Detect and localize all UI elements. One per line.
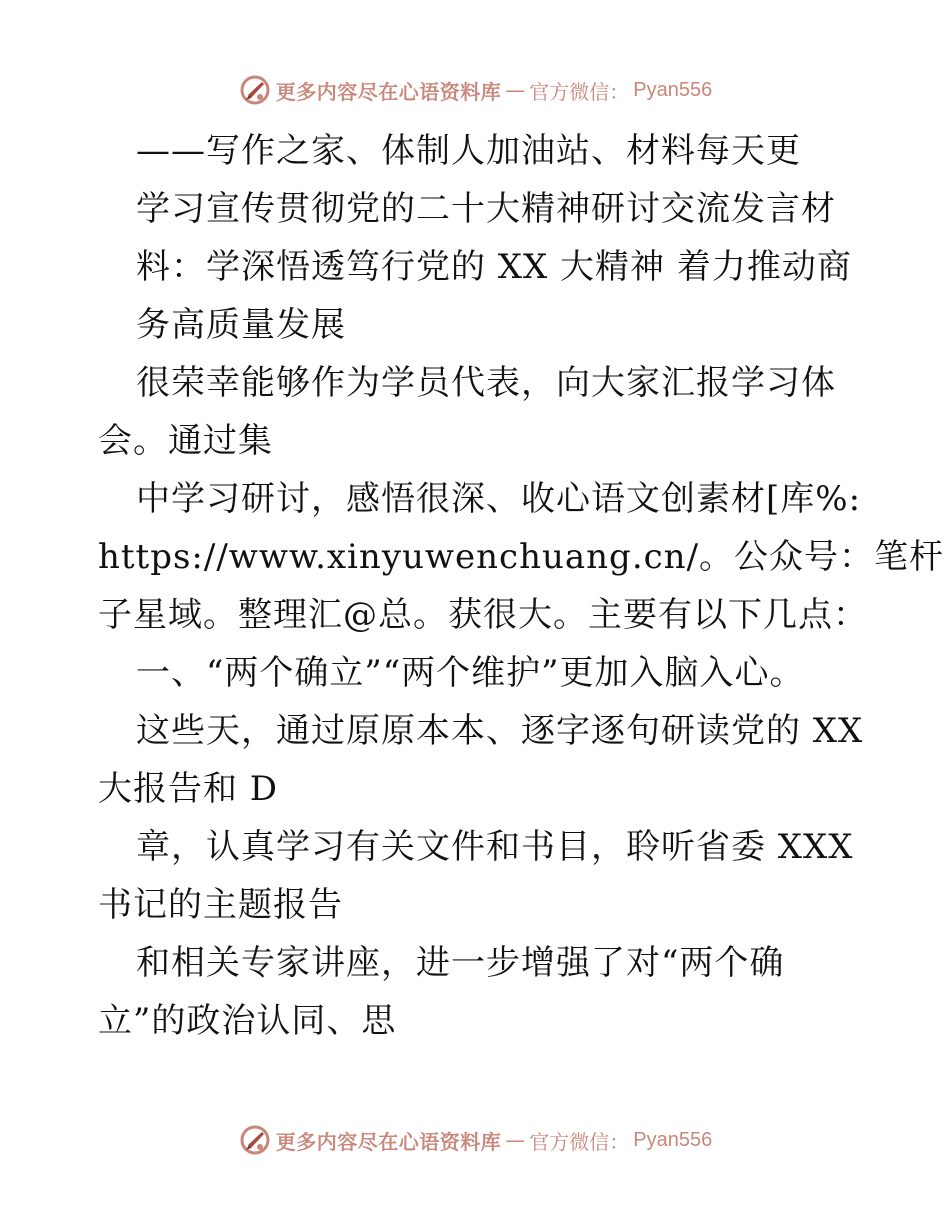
header-banner-text: 更多内容尽在心语资料库 — [275, 79, 502, 104]
footer-banner[interactable] — [0, 1120, 950, 1160]
header-banner[interactable] — [0, 70, 950, 110]
logo-icon — [238, 73, 272, 107]
text-line: 和相关专家讲座，进一步增强了对“两个确 — [136, 943, 785, 983]
text-line: 很荣幸能够作为学员代表，向大家汇报学习体 — [136, 363, 836, 403]
text-line: 料：学深悟透笃行党的 XX 大精神 着力推动商 — [136, 247, 852, 287]
text-line: 立”的政治认同、思 — [98, 1001, 397, 1041]
text-line: 会。通过集 — [98, 421, 273, 461]
text-line: 书记的主题报告 — [98, 885, 343, 925]
text-line: 子星域。整理汇@总。获很大。主要有以下几点： — [98, 595, 868, 635]
text-line: 务高质量发展 — [136, 305, 346, 345]
header-wechat-id: Pyan556 — [633, 78, 713, 101]
text-line: 这些天，通过原原本本、逐字逐句研读党的 XX — [136, 711, 864, 751]
footer-banner-text: 更多内容尽在心语资料库 — [275, 1129, 502, 1154]
text-line: 章，认真学习有关文件和书目，聆听省委 XXX — [136, 827, 854, 867]
text-line: ——写作之家、体制人加油站、材料每天更 — [136, 131, 801, 171]
footer-wechat-label: 官方微信： — [529, 1129, 630, 1154]
text-line: 中学习研讨，感悟很深、收心语文创素材[库%: — [136, 479, 862, 519]
text-line: 一、“两个确立”“两个维护”更加入脑入心。 — [136, 653, 805, 693]
footer-banner-separator: — — [505, 1128, 526, 1152]
header-wechat-label: 官方微信： — [529, 79, 630, 104]
text-line: https://www.xinyuwenchuang.cn/。公众号：笔杆 — [98, 537, 945, 577]
document-body — [98, 122, 945, 1050]
logo-icon — [238, 1123, 272, 1157]
text-line: 学习宣传贯彻党的二十大精神研讨交流发言材 — [136, 189, 836, 229]
text-line: 大报告和 D — [98, 769, 279, 809]
footer-wechat-id: Pyan556 — [633, 1128, 713, 1151]
header-banner-separator: — — [505, 78, 526, 102]
